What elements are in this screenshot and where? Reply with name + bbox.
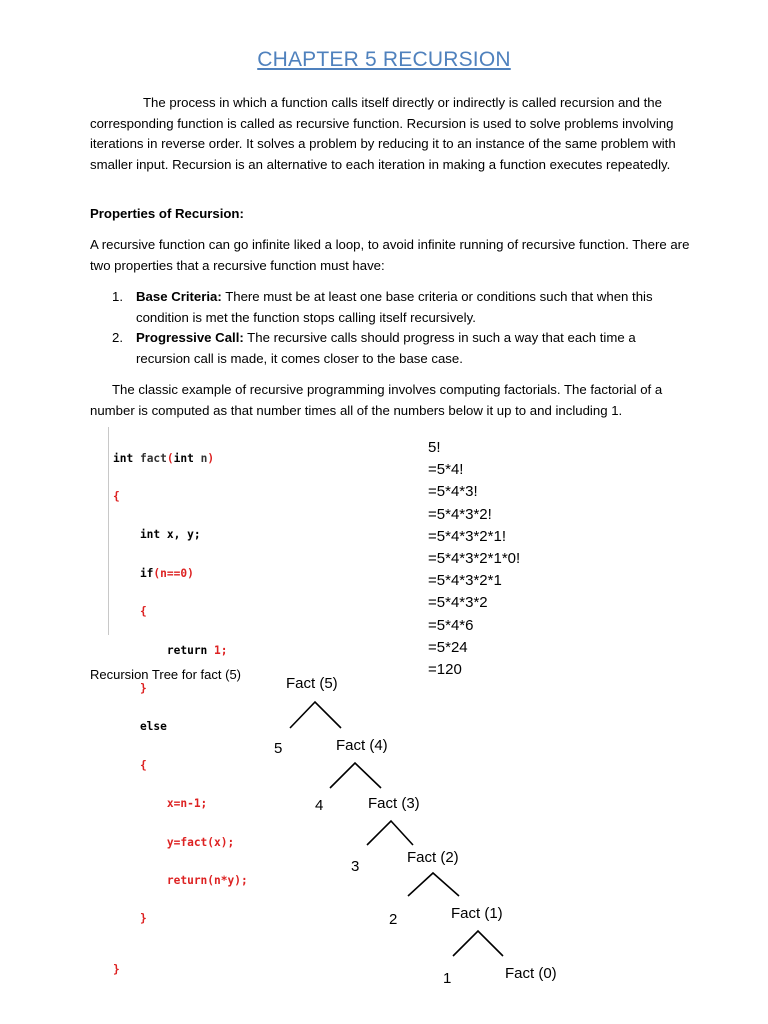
calc-step: =5*4*3*2: [428, 594, 488, 612]
list-number: 2.: [112, 330, 123, 345]
tree-node: Fact (3): [368, 795, 420, 812]
calc-step: =120: [428, 661, 462, 679]
tree-leaf: 3: [351, 858, 360, 875]
calc-step: =5*4*6: [428, 616, 474, 634]
code-line: y=fact(x);: [113, 835, 235, 849]
code-line: return(n*y);: [113, 873, 248, 887]
calc-step: =5*4*3!: [428, 483, 478, 501]
code-line: }: [113, 912, 147, 926]
code-line: x=n-1;: [113, 797, 208, 811]
calc-step: =5*4*3*2*1!: [428, 527, 506, 545]
list-number: 1.: [112, 289, 123, 304]
tree-leaf: 5: [274, 740, 283, 757]
calc-step: =5*4*3*2*1*0!: [428, 550, 521, 568]
tree-node: Fact (4): [336, 737, 388, 754]
tree-branch: [330, 763, 381, 788]
tree-leaf: 4: [315, 797, 324, 814]
code-line: }: [113, 681, 147, 695]
list-term: Base Criteria:: [136, 289, 222, 304]
page-title: CHAPTER 5 RECURSION: [257, 48, 511, 71]
tree-branch: [367, 821, 413, 845]
tree-leaf: 1: [443, 970, 452, 987]
tree-branch: [290, 702, 341, 728]
code-line: return 1;: [113, 643, 228, 657]
properties-heading: Properties of Recursion:: [90, 206, 244, 221]
calc-step: =5*4*3*2!: [428, 505, 492, 523]
list-text: The recursive calls should progress in such a way that each time a recursion call is made, it comes closer to the base case.: [136, 330, 636, 366]
tree-label: Recursion Tree for fact (5): [90, 667, 241, 682]
tree-branch: [408, 873, 459, 896]
code-line: {: [113, 605, 147, 619]
tree-branch: [453, 931, 503, 956]
tree-node: Fact (5): [286, 675, 338, 692]
tree-leaf: 2: [389, 911, 398, 928]
intro-paragraph: The process in which a function calls itself directly or indirectly is called recursion and the corresponding function is called as recursive function. Recursion is used to solve problems involving iterations in reverse order. It solves a problem by reducing it to an instance of the same problem with smaller input. Recursion is an alternative to each iteration in making a function executes repeatedly.: [90, 95, 676, 172]
code-line: }: [113, 962, 120, 976]
calc-step: =5*4!: [428, 461, 464, 479]
tree-node: Fact (2): [407, 849, 459, 866]
code-line: int x, y;: [113, 528, 201, 542]
code-line: {: [113, 489, 120, 503]
factorial-intro: The classic example of recursive programming involves computing factorials. The factorial of a number is computed as that number times all of the numbers below it up to and including 1.: [90, 382, 663, 418]
tree-node: Fact (1): [451, 905, 503, 922]
code-line: int fact(int n): [113, 451, 215, 465]
calc-step: 5!: [428, 439, 441, 456]
properties-intro: A recursive function can go infinite liked a loop, to avoid infinite running of recursive function. There are two properties that a recursive function must have:: [90, 237, 690, 273]
code-line: else: [113, 720, 167, 734]
calc-step: =5*4*3*2*1: [428, 572, 502, 590]
tree-node: Fact (0): [505, 965, 557, 982]
calc-step: =5*24: [428, 638, 468, 656]
list-term: Progressive Call:: [136, 330, 244, 345]
code-line: {: [113, 758, 147, 772]
list-text: There must be at least one base criteria or conditions such that when this condition is met the function stops calling itself recursively.: [136, 289, 653, 325]
code-line: if(n==0): [113, 566, 194, 580]
